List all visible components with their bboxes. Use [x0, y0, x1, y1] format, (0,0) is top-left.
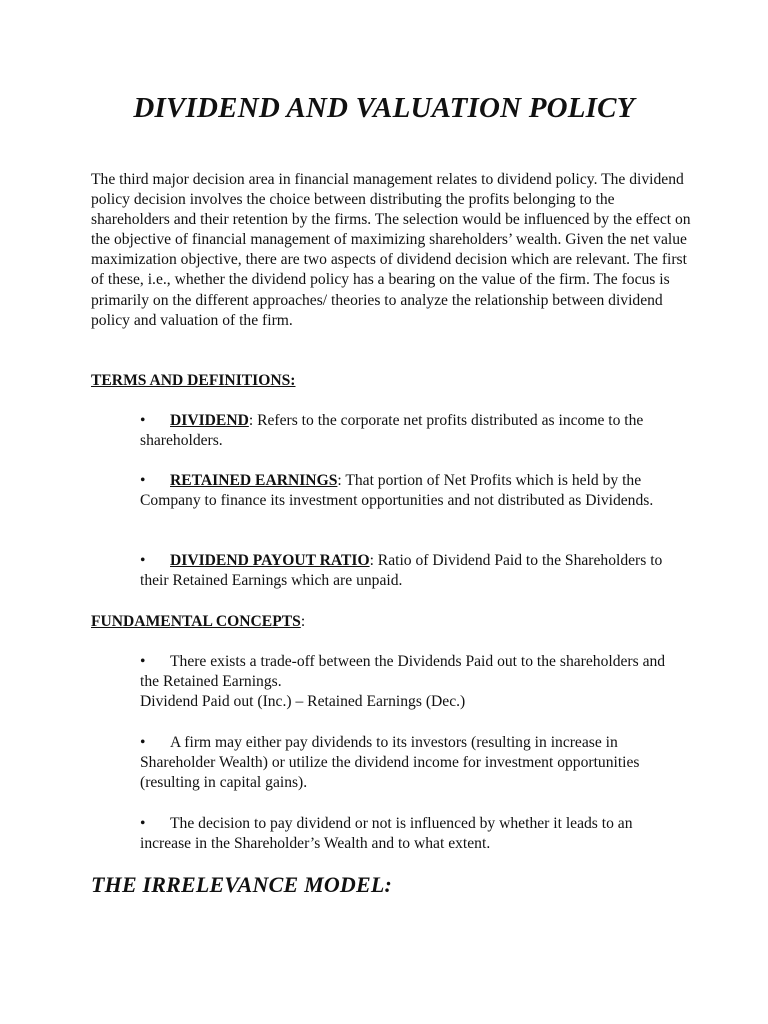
bullet-icon: • — [140, 815, 146, 832]
concepts-heading-colon: : — [300, 613, 306, 630]
term-label: DIVIDEND — [170, 412, 249, 429]
concepts-heading-text: FUNDAMENTAL CONCEPTS — [91, 613, 301, 630]
concept-text: A firm may either pay dividends to its investors (resulting in increase in Shareholder Wealth) or utilize the dividend income for investment opportunities (resulting in capital gains). — [140, 734, 640, 792]
bullet-icon: • — [140, 552, 146, 569]
terms-heading-text: TERMS AND DEFINITIONS: — [91, 372, 296, 389]
concept-item-line — [140, 652, 685, 692]
bullet-icon: • — [140, 472, 146, 489]
bullet-icon: • — [140, 653, 146, 670]
term-item-dividend — [140, 411, 685, 451]
bullet-icon: • — [140, 734, 146, 751]
term-item-dividend-payout-ratio — [140, 551, 685, 591]
section-title-irrelevance-model: THE IRRELEVANCE MODEL: — [91, 872, 393, 897]
term-definition: : Refers to the corporate net profits distributed as income to the shareholders. — [140, 412, 644, 450]
terms-heading — [91, 371, 296, 391]
concept-extra: Dividend Paid out (Inc.) – Retained Earnings (Dec.) — [140, 693, 466, 711]
term-label: DIVIDEND PAYOUT RATIO — [170, 552, 370, 569]
concept-item-decision — [140, 814, 685, 854]
term-definition: : That portion of Net Profits which is held by the Company to finance its investment opportunities and not distributed as Dividends. — [140, 472, 654, 510]
term-item-retained-earnings — [140, 471, 685, 511]
term-definition: : Ratio of Dividend Paid to the Shareholders to their Retained Earnings which are unpaid. — [140, 552, 663, 590]
concept-item-pay-or-utilize — [140, 733, 685, 793]
intro-paragraph: The third major decision area in financial management relates to dividend policy. The dividend policy decision involves the choice between distributing the profits belonging to the shareholders and their retention by the firms. The selection would be influenced by the effect on the objective of financial management of maximizing shareholders’ wealth. Given the net value maximization objective, there are two aspects of dividend decision which are relevant. The first of these, i.e., whether the dividend policy has a bearing on the value of the firm. The focus is primarily on the different approaches/ theories to analyze the relationship between dividend policy and valuation of the firm. — [91, 171, 691, 329]
concept-text: There exists a trade-off between the Dividends Paid out to the shareholders and the Retained Earnings. — [140, 653, 666, 691]
concept-text: The decision to pay dividend or not is influenced by whether it leads to an increase in the Shareholder’s Wealth and to what extent. — [140, 815, 633, 853]
concepts-heading — [91, 612, 305, 632]
term-label: RETAINED EARNINGS — [170, 472, 338, 489]
concept-item-tradeoff — [140, 652, 685, 712]
document-title: DIVIDEND AND VALUATION POLICY — [133, 92, 635, 124]
bullet-icon: • — [140, 412, 146, 429]
